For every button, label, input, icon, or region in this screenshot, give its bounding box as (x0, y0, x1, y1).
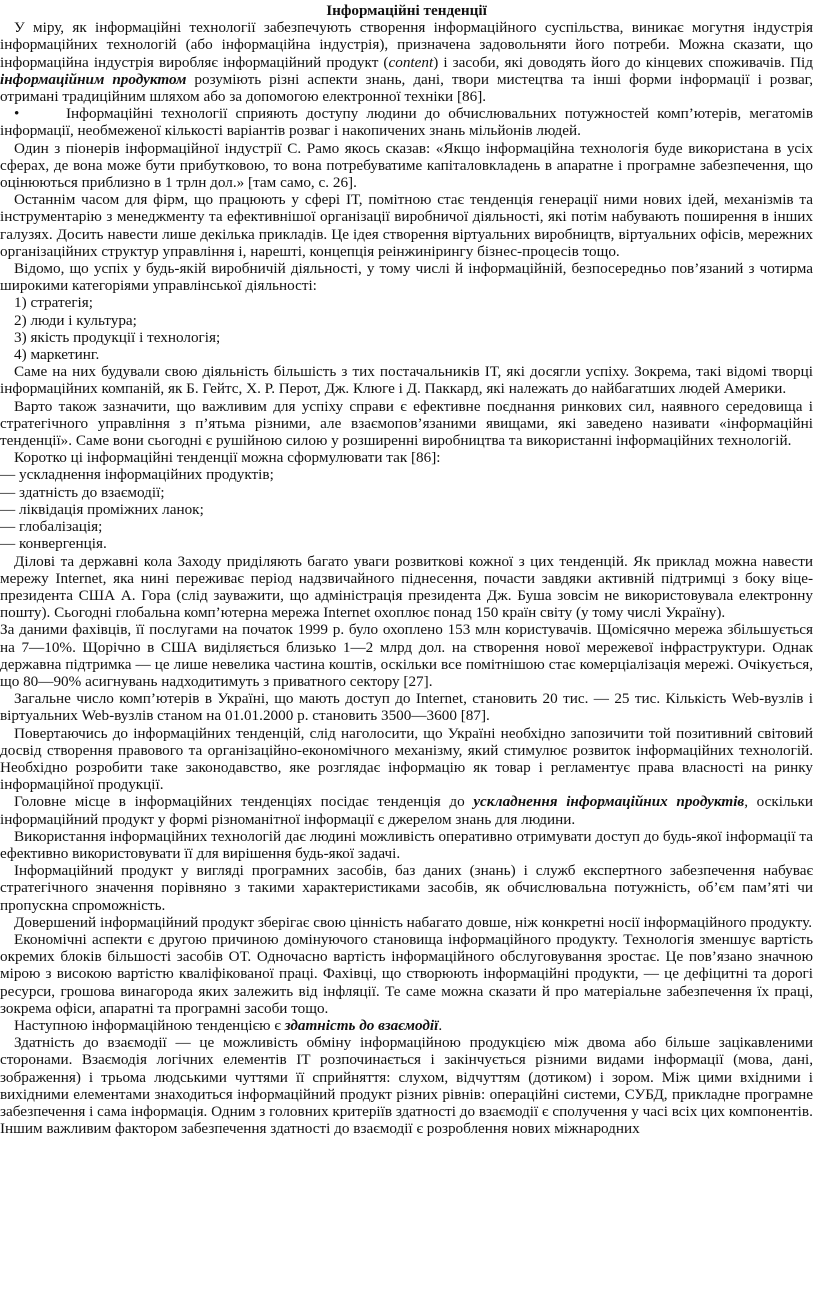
paragraph: Саме на них будували свою діяльність більшість з тих постачальників ІТ, які досягли успіху. Зокрема, такі відомі творці інформаційних компаній, як Б. Гейтс, Х. Р. Перот, Дж. Клюге і Д. Паккард, які належать до найбагатших людей Америки. (0, 363, 813, 398)
bullet-text: Інформаційні технології сприяють доступу людини до обчислювальних потужностей комп’ютерів, мегатомів інформації, необмеженої кількості варіантів розваг і накопичених знань мільйонів людей. (0, 105, 813, 140)
list-item: — здатність до взаємодії; (0, 483, 165, 501)
list-item: 3) якість продукції і технологія; (14, 328, 221, 346)
document-title: Інформаційні тенденції (326, 2, 487, 19)
paragraph-intro (0, 19, 813, 105)
paragraph (0, 793, 813, 827)
text: , оскільки інформаційний продукт у формі різноманітної інформації є джерелом знань для людини. (0, 793, 813, 828)
list-item: 2) люди і культура; (14, 311, 137, 329)
paragraph: Здатність до взаємодії — це можливість обміну інформаційною продукцією між двома або більше зацікавленими сторонами. Взаємодія логічних елементів ІТ розпочинається і закінчується різними видами інформації (мова, дані, зображення) і трьома людськими чуттями її сприйняття: слухом, відчуттям (дотиком) і зором. Між цими вхідними і вихідними елементами знаходиться інформаційний продукт різних рівнів: операційні системи, СУБД, прикладне програмне забезпечення і сама інформація. Одним з головних критеріїв здатності до взаємодії є сполучення у часі всіх цих компонентів. (0, 1034, 813, 1120)
numbered-list (0, 294, 813, 363)
dash-list (0, 466, 813, 552)
list-item: 4) маркетинг. (14, 346, 100, 364)
text: Головне місце в інформаційних тенденціях посідає тенденція до (14, 793, 474, 811)
paragraph: Коротко ці інформаційні тенденції можна сформулювати так [86]: (14, 449, 441, 467)
paragraph: Загальне число комп’ютерів в Україні, що мають доступ до Internet, становить 20 тис. — 25 тис. Кількість Web-вузлів і віртуальних Web-вузлів станом на 01.01.2000 р. становить 3500—3600 [87]. (0, 690, 813, 725)
paragraph: Останнім часом для фірм, що працюють у сфері ІТ, помітною стає тенденція генерації ними нових ідей, механізмів та інструментарію з менеджменту та ефективнішої організації виробничої діяльності, які потім набувають поширення в інших галузях. Досить навести лише декілька прикладів. Це ідея створення віртуальних виробництв, віртуальних офісів, мережних організаційних структур управління і, нарешті, концепція реінжинірингу бізнес-процесів тощо. (0, 191, 813, 260)
list-item: — ускладнення інформаційних продуктів; (0, 466, 274, 484)
bold-italic-term: здатність до взаємодії (284, 1016, 439, 1034)
paragraph: Інформаційний продукт у вигляді програмних засобів, баз даних (знань) і служб експертного забезпечення набуває стратегічного значення порівняно з такими характеристиками засобів, як обчислювальна потужність, об’єм пам’яті чи пропускна спроможність. (0, 862, 813, 914)
italic-term: content (388, 53, 434, 71)
list-item: — ліквідація проміжних ланок; (0, 500, 204, 518)
paragraph: Ділові та державні кола Заходу приділяють багато уваги розвиткові кожної з цих тенденцій. Як приклад можна навести мережу Internet, яка нині переживає період надзвичайного піднесення, почасти завдяки активній підтримці з боку віце-президента США А. Гора (слід зауважити, що адміністрація президента Дж. Буша зовсім не використовувала електронну пошту). Сьогодні глобальна комп’ютерна мережа Internet охоплює понад 150 країн світу (у тому числі Україну). (0, 552, 813, 622)
paragraph: Економічні аспекти є другою причиною домінуючого становища інформаційного продукту. Технологія зменшує вартість окремих блоків більшості засобів ОТ. Одночасно вартість інформаційного обслуговування зростає. Це пов’язано значною мірою з високою вартістю кваліфікованої праці. Фахівці, що створюють інформаційні продукти, — це дефіцитні та дорогі ресурси, грошова винагорода яких залежить від інфляції. Те саме можна сказати й про матеріальне забезпечення їх праці, зокрема офіси, апаратні та програмні засоби тощо. (0, 930, 813, 1017)
list-item: — конвергенція. (0, 535, 107, 553)
text: розуміють різні аспекти знань, дані, твори мистецтва та інші форми інформації і розваг, отримані традиційним шляхом або за допомогою електронної техніки [86]. (0, 70, 813, 106)
bold-italic-term: ускладнення інформаційних продуктів (473, 793, 745, 811)
list-item: — глобалізація; (0, 518, 103, 536)
text: У міру, як інформаційні технології забезпечують створення інформаційного суспільства, виникає могутня індустрія інформаційних технологій (або інформаційна індустрія), призначена задовольняти його потреби. Можна сказати, що інформаційна індустрія виробляє інформаційний продукт ( (0, 19, 813, 71)
paragraph: За даними фахівців, її послугами на початок 1999 р. було охоплено 153 млн користувачів. Щомісячно мережа збільшується на 7—10%. Щорічно в США виділяється близько 1—2 млрд дол. на створення нової мережевої інфраструктури. Однак державна підтримка — це лише невелика частина коштів, оскільки все помітнішою стає комерціалізація мережі. Очікується, що 80—90% асигнувань надходитимуть з приватного сектору [27]. (0, 621, 813, 690)
bullet-paragraph (0, 105, 813, 139)
paragraph: Іншим важливим фактором забезпечення здатності до взаємодії є розроблення нових міжнародних (0, 1120, 640, 1138)
paragraph: Довершений інформаційний продукт зберігає свою цінність набагато довше, ніж конкретні носії інформаційного продукту. (14, 913, 812, 931)
text: ) і засоби, які доводять його до кінцевих споживачів. Під (433, 53, 813, 71)
paragraph: Використання інформаційних технологій дає людині можливість оперативно отримувати доступ до будь-якої інформації та ефективно використовувати її для вирішення будь-якої задачі. (0, 827, 813, 862)
bullet-icon: • (14, 105, 20, 123)
paragraph: Відомо, що успіх у будь-якій виробничій діяльності, у тому числі й інформаційній, безпосередньо пов’язаний з чотирма широкими категоріями управлінської діяльності: (0, 260, 813, 295)
paragraph: Повертаючись до інформаційних тенденцій, слід наголосити, що Україні необхідно запозичити той позитивний світовий досвід створення правового та організаційно-економічного механізму, який стимулює розвиток інформаційних технологій. Необхідно розробити таке законодавство, яке розглядає інформацію як товар і регламентує права власності на ринку інформаційної продукції. (0, 724, 813, 794)
paragraph: Один з піонерів інформаційної індустрії С. Рамо якось сказав: «Якщо інформаційна технологія буде використана в усіх сферах, де вона може бути прибутковою, то вона потребуватиме капіталовкладень в апаратне і програмне забезпечення, що оцінюються приблизно в 1 трлн дол.» [там само, с. 26]. (0, 139, 813, 192)
text: Наступною інформаційною тенденцією є (14, 1016, 285, 1034)
list-item: 1) стратегія; (14, 294, 93, 312)
bold-italic-term: інформаційним продуктом (0, 70, 187, 88)
paragraph (0, 1017, 813, 1034)
text: . (438, 1016, 443, 1034)
paragraph: Варто також зазначити, що важливим для успіху справи є ефективне поєднання ринкових сил, наявного середовища і стратегічного управління з п’ятьма різними, але взаємопов’язаними явищами, які заведено називати «інформаційні тенденції». Саме вони сьогодні є рушійною силою у розширенні виробництва та використанні інформаційних технологій. (0, 397, 813, 450)
